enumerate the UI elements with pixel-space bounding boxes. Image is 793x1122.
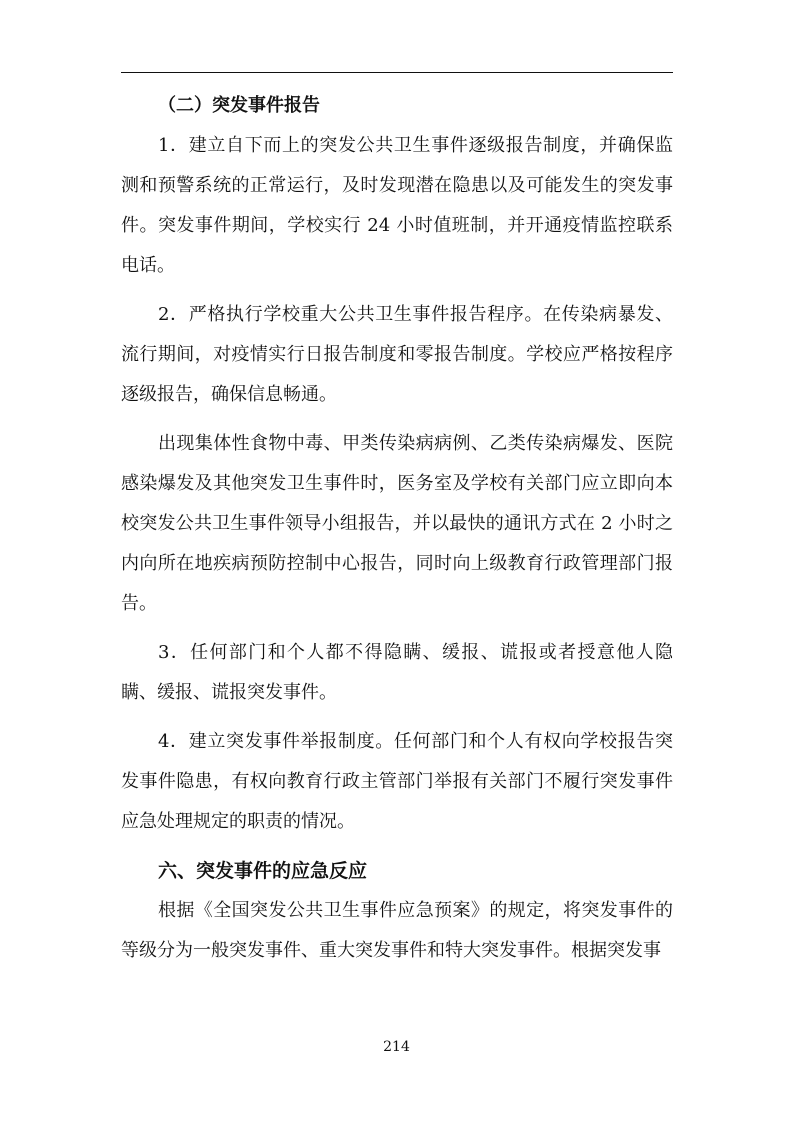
paragraph-1: 1．建立自下而上的突发公共卫生事件逐级报告制度，并确保监测和预警系统的正常运行，及时发现潜在隐患以及可能发生的突发事件。突发事件期间，学校实行 24 小时值班制，并开通疫情监控联系电话。	[121, 135, 673, 276]
section-paragraph: 根据《全国突发公共卫生事件应急预案》的规定，将突发事件的等级分为一般突发事件、重大突发事件和特大突发事件。根据突发事	[121, 900, 673, 961]
paragraph-3: 出现集体性食物中毒、甲类传染病病例、乙类传染病爆发、医院感染爆发及其他突发卫生事件时，医务室及学校有关部门应立即向本校突发公共卫生事件领导小组报告，并以最快的通讯方式在 2 小时之内向所在地疾病预防控制中心报告，同时向上级教育行政管理部门报告。	[121, 433, 673, 614]
paragraph-5: 4．建立突发事件举报制度。任何部门和个人有权向学校报告突发事件隐患，有权向教育行政主管部门举报有关部门不履行突发事件应急处理规定的职责的情况。	[121, 731, 673, 832]
section-title: 六、突发事件的应急反应	[158, 860, 368, 882]
subsection-title: （二）突发事件报告	[158, 95, 320, 116]
paragraph-4: 3．任何部门和个人都不得隐瞒、缓报、谎报或者授意他人隐瞒、缓报、谎报突发事件。	[121, 642, 673, 703]
page-body	[121, 86, 673, 971]
paragraph-2: 2．严格执行学校重大公共卫生事件报告程序。在传染病暴发、流行期间，对疫情实行日报告制度和零报告制度。学校应严格按程序逐级报告，确保信息畅通。	[121, 304, 673, 405]
page-number: 214	[383, 1039, 410, 1055]
header-rule	[121, 72, 673, 73]
